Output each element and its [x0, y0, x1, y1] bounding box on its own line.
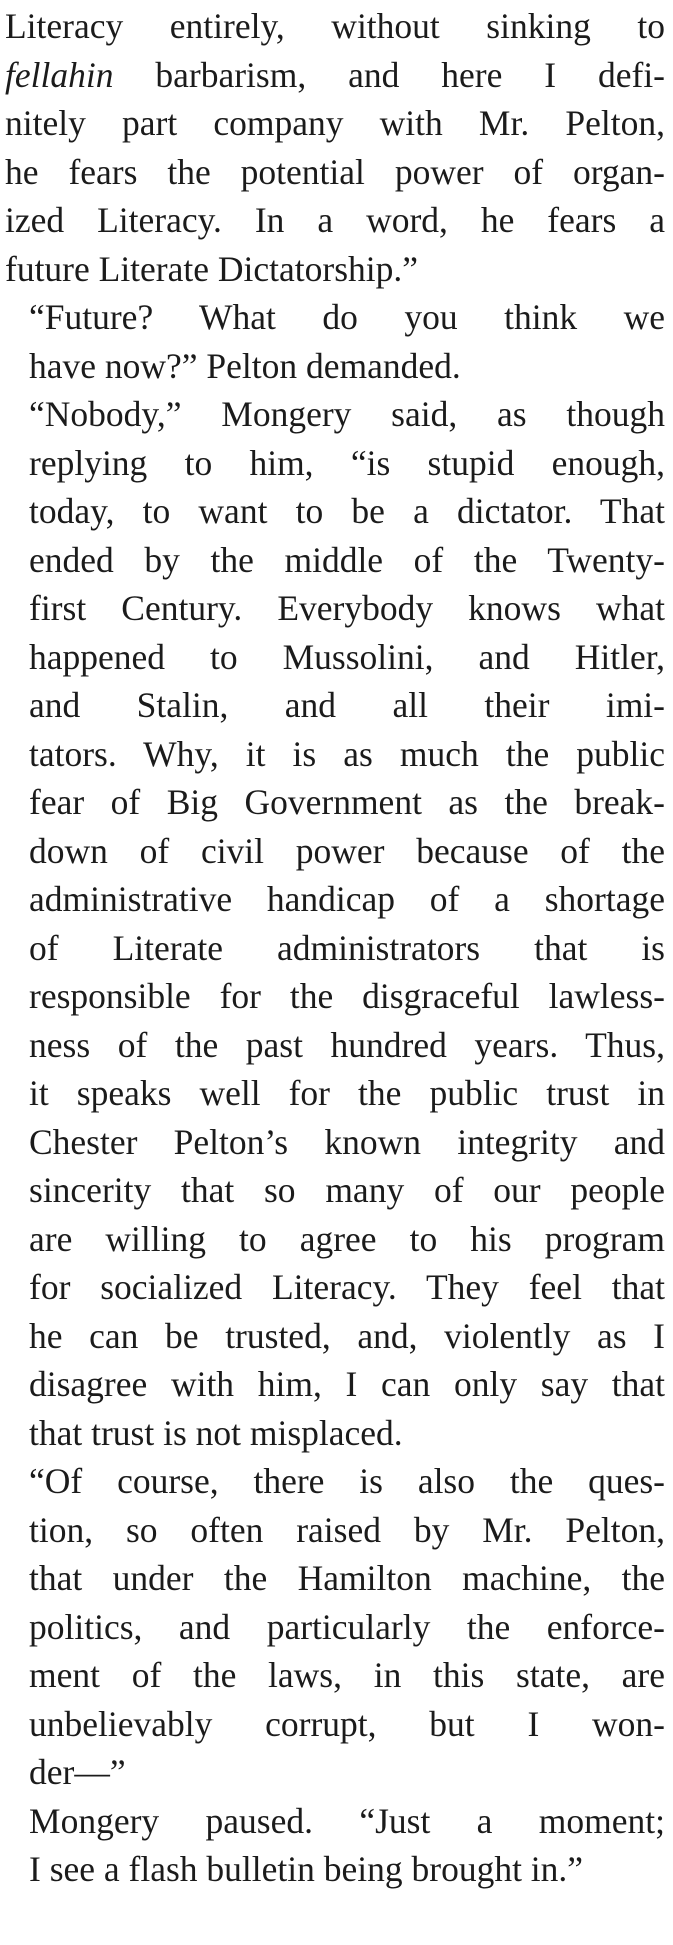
text-line: replying to him, “is stupid enough,	[29, 442, 665, 483]
text-line: tion, so often raised by Mr. Pelton,	[29, 1509, 665, 1550]
text-line: “Nobody,” Mongery said, as though	[29, 394, 665, 434]
text-line: for socialized Literacy. They feel that	[29, 1267, 665, 1307]
text-line: future Literate Dictatorship.”	[5, 248, 418, 289]
text-line: and Stalin, and all their imi-	[29, 685, 665, 725]
text-line: first Century. Everybody knows what	[29, 588, 665, 628]
text-line: nitely part company with Mr. Pelton,	[5, 103, 665, 143]
text-line: of Literate administrators that is	[29, 927, 665, 968]
text-line: tators. Why, it is as much the public	[29, 733, 665, 774]
text-line: ended by the middle of the Twenty-	[29, 539, 665, 580]
paragraph-5	[5, 1797, 665, 1894]
text-line: der—”	[29, 1752, 126, 1792]
text-line: down of civil power because of the	[29, 830, 665, 871]
text-line: responsible for the disgraceful lawless-	[29, 976, 665, 1016]
paragraph-4	[5, 1457, 665, 1797]
text-line: ized Literacy. In a word, he fears a	[5, 200, 665, 240]
text-line: sincerity that so many of our people	[29, 1170, 665, 1210]
text-line: are willing to agree to his program	[29, 1218, 665, 1259]
text-line: I see a flash bulletin being brought in.”	[29, 1849, 584, 1889]
paragraph-2	[5, 293, 665, 390]
text-line: administrative handicap of a shortage	[29, 879, 665, 919]
paragraph-1	[5, 2, 665, 293]
text-line: Chester Pelton’s known integrity and	[29, 1121, 665, 1162]
text-line: Literacy entirely, without sinking to	[5, 6, 665, 46]
text-line: disagree with him, I can only say that	[29, 1364, 665, 1404]
text-line: have now?” Pelton demanded.	[29, 345, 461, 386]
text-line: that under the Hamilton machine, the	[29, 1558, 665, 1598]
text-line: he fears the potential power of organ-	[5, 151, 665, 192]
text-line: “Of course, there is also the ques-	[29, 1461, 665, 1501]
text-line: fellahin barbarism, and here I defi-	[5, 54, 665, 95]
text-line: he can be trusted, and, violently as I	[29, 1315, 665, 1356]
text-line: that trust is not misplaced.	[29, 1412, 403, 1453]
text-line: politics, and particularly the enforce-	[29, 1606, 665, 1647]
text-line: fear of Big Government as the break-	[29, 782, 665, 822]
paragraph-3	[5, 390, 665, 1457]
text-line: “Future? What do you think we	[29, 297, 665, 337]
text-line: today, to want to be a dictator. That	[29, 491, 665, 531]
text-line: ness of the past hundred years. Thus,	[29, 1024, 665, 1065]
italic-word: fellahin	[5, 54, 114, 95]
text-line: Mongery paused. “Just a moment;	[29, 1800, 665, 1841]
text-line: unbelievably corrupt, but I won-	[29, 1703, 665, 1744]
text-line: happened to Mussolini, and Hitler,	[29, 636, 665, 677]
text-line: ment of the laws, in this state, are	[29, 1655, 665, 1695]
text-line: it speaks well for the public trust in	[29, 1073, 665, 1113]
